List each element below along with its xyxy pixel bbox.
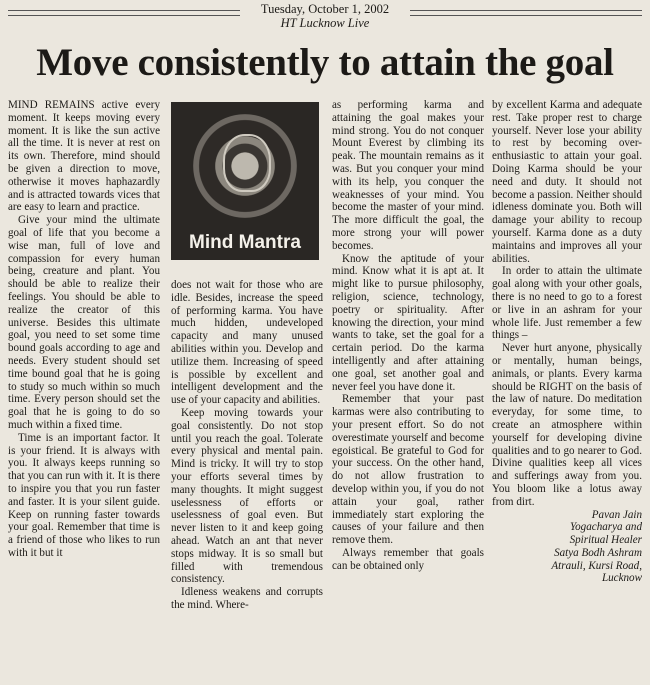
paragraph: Always remember that goals can be obtained only xyxy=(332,546,484,572)
dateline-rule-right xyxy=(410,10,642,16)
paragraph: MIND REMAINS active every moment. It keeps moving every moment. It is like the sun active all the time. It is never at rest on its own. Therefore, mind should be given a direction to move, otherwise it moves haphazardly and is attracted towards vices that are easy to learn and practice. xyxy=(8,99,160,214)
paragraph: Idleness weakens and corrupts the mind. Where- xyxy=(171,586,323,611)
paragraph: Remember that your past karmas were also contributing to your present effort. So do not overestimate yourself and become egoistical. Be grateful to God for your success. On the other hand, do not allow frustration to develop within you, if you do not attain your goal, rather immediately start exploring the causes of your failure and then remove them. xyxy=(332,393,484,547)
article-column-3 xyxy=(332,99,484,572)
paragraph: Know the aptitude of your mind. Know what it is apt at. It might like to pursue philosophy, religion, science, technology, poetry or spirituality. After knowing the direction, your mind wants to take, set the goal for a certain period. Do the karma intelligently and after attaining one goal, set another goal and never feel you have done it. xyxy=(332,252,484,393)
mind-mantra-image xyxy=(171,102,319,260)
paragraph: Time is an important factor. It is your friend. It is always with you. It always keeps running so that you can run with it. It is there to inspire you that you run faster and faster. It is your silent guide. Keep on running faster towards your goal. Remember that time is a friend of those who likes to run with it but it xyxy=(8,431,160,559)
author-address: Atrauli, Kursi Road, xyxy=(551,559,642,572)
author-address: Lucknow xyxy=(601,572,642,585)
paragraph: Never hurt anyone, physically or mentally, human beings, animals, or plants. Every karma should be RIGHT on the basis of the law of nature. Do meditation everyday, for some time, to create an atmosphere within yourself for developing divine qualities and to go nearer to God. Divine qualities keep all vices and sufferings away from you. You bloom like a lotus away from dirt. xyxy=(492,342,642,508)
author-title: Yogacharya and xyxy=(569,521,642,534)
publication-edition: HT Lucknow Live xyxy=(280,16,370,30)
paragraph: does not wait for those who are idle. Besides, increase the speed of performing karma. You have much hidden, undeveloped capacity and many unused abilities within you. Develop and utilize them. Increasing of speed is possible by excellent and intelligent development and the use of your capacity and abilities. xyxy=(171,279,323,407)
author-address: Satya Bodh Ashram xyxy=(554,546,642,559)
publication-date: Tuesday, October 1, 2002 xyxy=(260,2,390,16)
article-headline: Move consistently to attain the goal xyxy=(36,41,614,84)
article-column-2 xyxy=(171,279,323,612)
paragraph: Keep moving towards your goal consistently. Do not stop until you reach the goal. Tolerate every physical and mental pain. Mind is tricky. It will try to stop your efforts several times by many thoughts. It might suggest uselessness of efforts or uselessness of goal even. But never listen to it and keep going ahead. Watch an ant that never stops midway. It is so small but filled with tremendous consistency. xyxy=(171,406,323,586)
dateline-rule-left xyxy=(8,10,240,16)
dateline xyxy=(0,2,650,30)
paragraph: Give your mind the ultimate goal of life that you become a wise man, full of love and compassion for every human being, creature and plant. You should be able to realize their feelings. You should be able to realize the creator of this universe. Besides this ultimate goal, you need to set some time bound goals according to age and needs. Every student should set time bound goal that he is going to study so much within so much time. Every person should set the goal that he is going to do so much within a fixed time. xyxy=(8,214,160,431)
article-column-1 xyxy=(8,99,160,560)
author-name: Pavan Jain xyxy=(591,508,642,521)
head-silhouette-icon xyxy=(223,134,271,192)
paragraph: In order to attain the ultimate goal along with your other goals, there is no need to go to a forest or live in an ashram for your whole life. Just remember a few things – xyxy=(492,265,642,342)
article-column-4 xyxy=(492,99,642,585)
paragraph: as performing karma and attaining the goal makes your mind strong. You do not conquer Mount Everest by climbing its peak. The mountain remains as it was. But you conquer your mind with its help, you conquer the weaknesses of your mind. You become the master of your mind. The more difficult the goal, the more strong your will power becomes. xyxy=(332,99,484,252)
author-title: Spiritual Healer xyxy=(569,534,642,547)
paragraph: by excellent Karma and adequate rest. Take proper rest to charge yourself. Never lose your ability to rest by becoming over-enthusiastic to attain your goal. Doing Karma should be your need and duty. It should not become a passion. Neither should idleness dominate you. Both will damage your ability to recoup yourself. Karma done as a duty maintains and improves all your abilities. xyxy=(492,99,642,265)
mind-mantra-label: Mind Mantra xyxy=(171,232,319,254)
